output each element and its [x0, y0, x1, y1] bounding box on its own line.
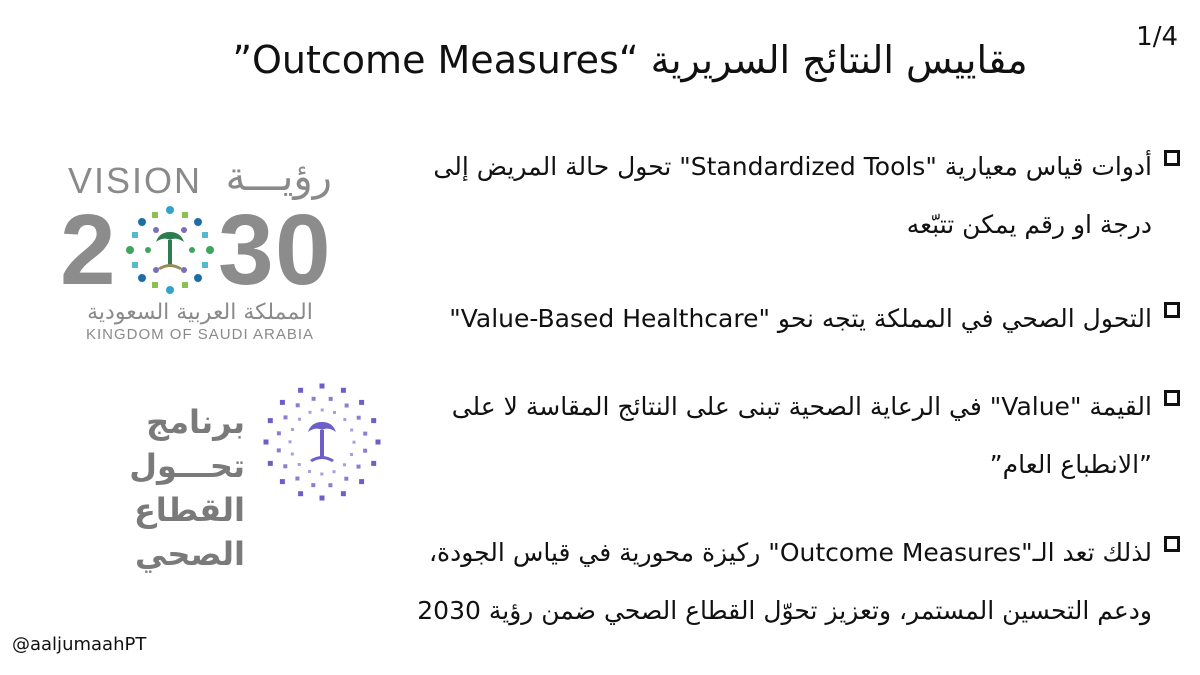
emblem-square: [264, 440, 269, 445]
health-program-line-2: القطاع الصحي: [133, 491, 245, 573]
bullet-item: [380, 378, 1180, 494]
emblem-square: [357, 416, 361, 420]
emblem-square: [341, 491, 346, 496]
kingdom-name-en: KINGDOM OF SAUDI ARABIA: [85, 326, 315, 343]
emblem-square: [268, 461, 273, 466]
emblem-square: [308, 470, 311, 473]
bullet-line: ”الانطباع العام”: [989, 450, 1152, 479]
health-transformation-logo: [70, 380, 390, 573]
emblem-square: [311, 483, 315, 487]
checkbox-icon: [1164, 302, 1180, 318]
bullet-line: القيمة "Value" في الرعاية الصحية تبنى على النتائج المقاسة لا على: [451, 392, 1152, 421]
emblem-square: [363, 432, 367, 436]
slide-title: مقاييس النتائج السريرية “Outcome Measures”: [232, 38, 1028, 82]
emblem-square: [371, 461, 376, 466]
emblem-square: [268, 418, 273, 423]
emblem-square: [321, 409, 324, 412]
bullet-line: التحول الصحي في المملكة يتجه نحو "Value-Based Healthcare": [449, 304, 1152, 333]
emblem-square: [343, 463, 346, 466]
emblem-square: [283, 464, 287, 468]
checkbox-icon: [1164, 390, 1180, 406]
emblem-square: [357, 465, 361, 469]
health-program-line-1: برنامج تحـــول: [129, 403, 245, 485]
emblem-square: [329, 397, 333, 401]
emblem-square: [359, 400, 364, 405]
bullet-line: أدوات قياس معيارية "Standardized Tools" تحول حالة المريض إلى: [433, 152, 1152, 181]
vision-year: [60, 194, 340, 306]
health-emblem-icon: [260, 380, 384, 504]
emblem-square: [371, 418, 376, 423]
emblem-square: [280, 400, 285, 405]
emblem-square: [320, 473, 323, 476]
emblem-square: [291, 428, 294, 431]
emblem-square: [343, 418, 346, 421]
emblem-square: [298, 388, 303, 393]
emblem-square: [280, 479, 285, 484]
bullet-item: [380, 290, 1180, 348]
bullet-text: [380, 524, 1152, 640]
bullet-line: لذلك تعد الـ"Outcome Measures" ركيزة محورية في قياس الجودة،: [428, 538, 1152, 567]
emblem-square: [341, 388, 346, 393]
emblem-square: [376, 440, 381, 445]
emblem-square: [333, 411, 336, 414]
emblem-square: [298, 491, 303, 496]
emblem-square: [295, 477, 299, 481]
bullet-item: [380, 138, 1180, 254]
emblem-square: [284, 415, 288, 419]
emblem-square: [353, 441, 356, 444]
vision-word-en: VISION: [68, 160, 203, 201]
bullet-item: [380, 524, 1180, 640]
health-program-name: [70, 400, 245, 576]
emblem-square: [312, 397, 316, 401]
bullet-line: ودعم التحسين المستمر، وتعزيز تحوّل القطاع الصحي ضمن رؤية 2030: [417, 596, 1152, 625]
emblem-square: [291, 453, 294, 456]
vision-2030-logo: [60, 150, 340, 350]
emblem-square: [350, 453, 353, 456]
emblem-square: [309, 411, 312, 414]
vision-digit-0: 0: [275, 194, 331, 306]
kingdom-name-ar: المملكة العربية السعودية: [87, 300, 313, 325]
bullet-list: [380, 138, 1180, 670]
vision-word-ar: رؤيـــة: [225, 154, 332, 200]
page-number: 1/4: [1136, 22, 1178, 52]
emblem-square: [320, 384, 325, 389]
emblem-square: [296, 403, 300, 407]
author-handle: @aaljumaahPT: [12, 634, 147, 655]
emblem-square: [350, 429, 353, 432]
checkbox-icon: [1164, 536, 1180, 552]
emblem-square: [328, 483, 332, 487]
bullet-text: [380, 290, 1152, 348]
checkbox-icon: [1164, 150, 1180, 166]
vision-logo-header: [60, 150, 340, 200]
emblem-square: [320, 496, 325, 501]
emblem-square: [298, 418, 301, 421]
bullet-text: [380, 138, 1152, 254]
emblem-square: [359, 479, 364, 484]
emblem-square: [289, 440, 292, 443]
emblem-square: [333, 470, 336, 473]
emblem-square: [344, 477, 348, 481]
vision-digit-2: 2: [60, 194, 116, 306]
emblem-square: [363, 449, 367, 453]
vision-emblem-icon: [122, 202, 218, 298]
vision-digit-3: 3: [218, 194, 274, 306]
emblem-square: [345, 404, 349, 408]
emblem-square: [277, 448, 281, 452]
bullet-line: درجة او رقم يمكن تتبّعه: [906, 210, 1152, 239]
emblem-square: [277, 431, 281, 435]
bullet-text: [380, 378, 1152, 494]
emblem-square: [298, 463, 301, 466]
